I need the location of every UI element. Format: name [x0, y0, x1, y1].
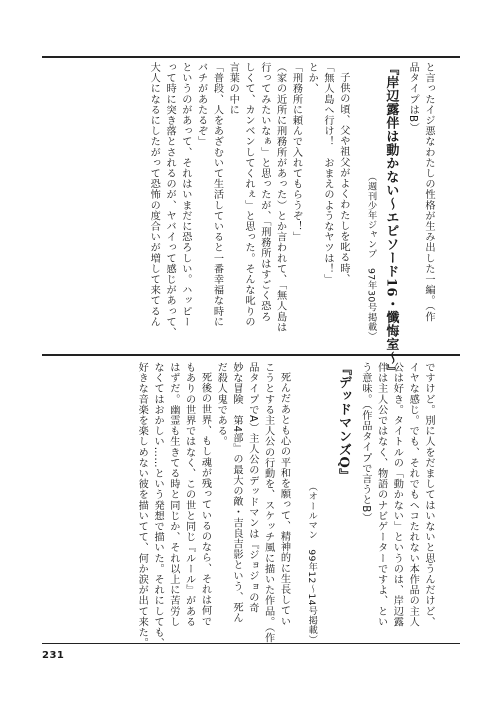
upper-body-line: 行ってみたいなぁ」と思ったが、「刑務所はすごく恐ろ	[258, 62, 270, 322]
upper-work-credit: （週刊少年ジャンプ 97年30号掲載）	[365, 172, 377, 341]
upper-body-line: バチがあたるぞ」	[195, 62, 207, 147]
upper-section	[16, 62, 436, 379]
lower-body-line: 死後の世界、もし魂が残っているのなら、それは何で	[199, 372, 211, 627]
upper-body-line: （家の近所に刑務所があった）とか言われて、「無人島は	[274, 62, 286, 333]
upper-body-line: 大人になるにしたがって恐怖の度合いが増して来てるん	[148, 62, 160, 327]
upper-body-line: って時に突き落とされるのが、ヤバイって感じがあって、	[164, 62, 176, 338]
upper-body-line: 言葉の中に	[227, 62, 239, 115]
lower-body-line: 品タイプでA）主人公のデッドマンは『ジョジョの奇	[246, 362, 258, 614]
lower-body-line: こうとする主人公の行動を、スケッチ風に描いた作品。（作	[262, 362, 274, 644]
upper-body-line: しくて、カンベンしてくれぇ」と思った。そんな叱りの	[243, 62, 255, 327]
bottom-rule	[42, 643, 460, 644]
lower-section	[16, 362, 436, 649]
lower-body-line: はずだ。幽霊も生きてる時と同じか、それ以上に苦労し	[167, 362, 179, 627]
upper-body-line: というのがあって、それはいまだに恐ろしい。ハッピー	[179, 62, 191, 327]
lower-intro-line: イヤな感じ。でも、それでもヘコたれない本作品の主人	[407, 362, 419, 627]
upper-body-line: 「普段、人をあざむいて生活していると一番幸福な時に	[211, 62, 223, 327]
upper-work-title: 『岸辺露伴は動かない～エピソード16・懺悔室～』	[383, 62, 399, 379]
lower-body-line: 死んだあとも心の平和を願って、精神的に生長してい	[278, 372, 290, 627]
lower-body-line: なくてはおかしい……という発想で描いた。それにしても、	[152, 362, 164, 649]
lower-intro-line: 伴は主人公ではなく、物語のナビゲーターですよ、とい	[375, 362, 387, 627]
lower-intro-line: ですけど。別に人をだましてはいないと思うんだけど、	[423, 362, 434, 627]
upper-body-line: 「刑務所に頼んで入れてもらうぞ！」	[290, 62, 302, 243]
upper-body-line: 子供の頃、父や祖父がよくわたしを叱る時、	[337, 72, 349, 285]
lower-body-line: だ殺人鬼である。	[215, 362, 227, 447]
lower-body-line: 妙な冒険 第4部』の最大の敵・吉良吉影という、死ん	[231, 362, 243, 624]
lower-intro-line: う意味。（作品タイプで言うとB）	[359, 362, 371, 524]
lower-intro-line: 公は好き。タイトルの「動かない」というのは、岸辺露	[391, 362, 403, 627]
upper-intro-line: 品タイプはB）	[407, 62, 419, 133]
upper-body-line: とか、	[306, 62, 318, 94]
upper-body-line: 「無人島へ行け！ おまえのようなヤツは！」	[322, 62, 334, 285]
page-number: 231	[42, 650, 65, 661]
upper-intro-line: と言ったイジ悪なわたしの性格が生み出した一編。（作	[423, 62, 434, 322]
lower-body-line: 好きな音楽を楽しめない彼を描いてて、何か涙が出て来た。	[136, 362, 148, 649]
lower-work-title: 『デッドマンズQ』	[336, 362, 352, 482]
top-rule	[42, 56, 460, 58]
lower-work-credit: （オールマン 99年12～14号掲載）	[306, 482, 318, 645]
lower-body-line: もありの世界ではなく、この世と同じ『ルール』がある	[183, 362, 195, 627]
